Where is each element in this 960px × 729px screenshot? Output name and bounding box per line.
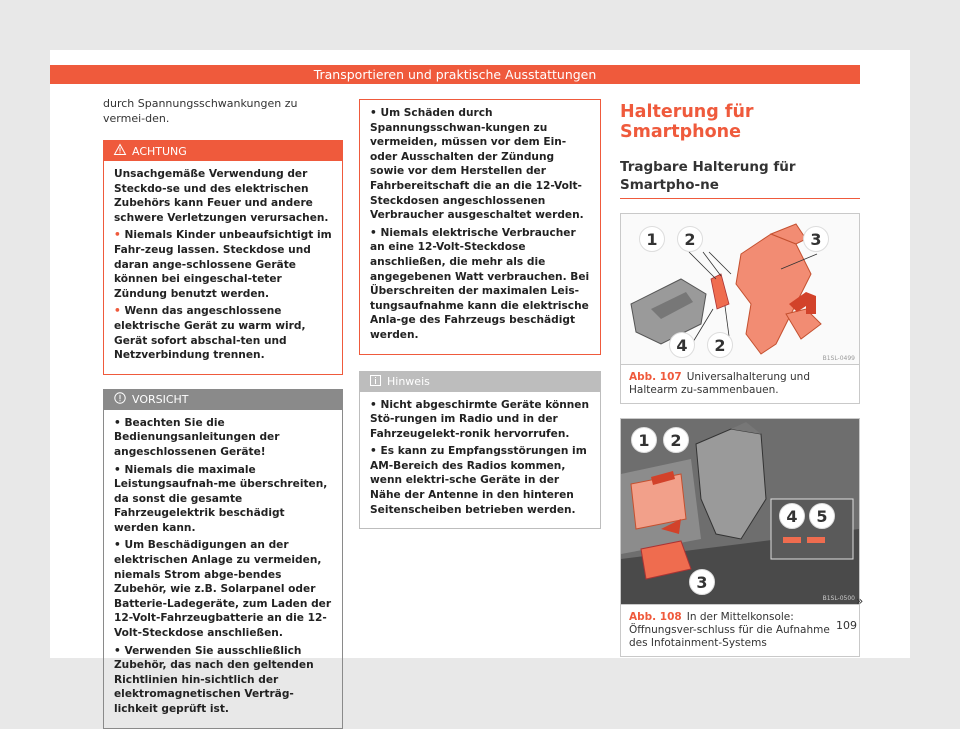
hinweis-bullet-1: • Nicht abgeschirmte Geräte können Stö-rungen im Radio und in der Fahrzeugelekt-ronik hervorrufen. xyxy=(370,398,590,442)
callout-4: 4 xyxy=(669,332,695,358)
vorsicht-bullet-4: • Verwenden Sie ausschließlich Zubehör, das nach den geltenden Richtlinien hin-sichtlich der elektromagnetischen Verträg-lichkeit geprüft ist. xyxy=(114,644,332,717)
intro-text: durch Spannungsschwankungen zu vermei-den. xyxy=(103,97,298,125)
callout-2: 2 xyxy=(677,226,703,252)
section-title: Halterung für Smartphone xyxy=(620,102,754,142)
hinweis-header xyxy=(360,372,600,392)
callout-1: 1 xyxy=(639,226,665,252)
achtung-header xyxy=(104,141,342,161)
callout-2: 2 xyxy=(663,427,689,453)
vorsicht-bullet-3: • Um Beschädigungen an der elektrischen Anlage zu vermeiden, niemals Strom abge-bendes Zubehör, wie z.B. Solarpanel oder Batterie-Ladegeräte, zum Laden der 12-Volt-Fahrzeugbatterie an die 12-Volt-Steckdose anschließen. xyxy=(114,538,332,640)
figure-108-image xyxy=(621,419,859,604)
achtung-continued-box xyxy=(359,99,601,355)
info-icon xyxy=(370,375,381,389)
page-header: Transportieren und praktische Ausstattungen xyxy=(50,65,860,84)
figure-107-caption-text: Universalhalterung und Haltearm zu-sammenbauen. xyxy=(629,371,810,396)
warning-icon xyxy=(114,144,126,158)
achtung-bullet-2: • Wenn das angeschlossene elektrische Gerät zu warm wird, Gerät sofort abschal-ten und Netzverbindung trennen. xyxy=(114,304,332,362)
figure-108-label: Abb. 108 xyxy=(629,611,682,623)
page-number: 109 xyxy=(836,619,857,632)
callout-2-lower: 2 xyxy=(707,332,733,358)
figure-code: B1SL-0499 xyxy=(822,355,855,362)
vorsicht-title: VORSICHT xyxy=(132,393,189,407)
hinweis-title: Hinweis xyxy=(387,375,430,388)
figure-107 xyxy=(620,213,860,404)
continue-mark: » xyxy=(856,594,864,608)
figure-code: B1SL-0500 xyxy=(822,595,855,602)
achtung-box xyxy=(103,140,343,375)
column-3 xyxy=(620,96,860,657)
achtung-body xyxy=(104,161,342,374)
achtung-continued-body xyxy=(360,100,600,354)
figure-107-label: Abb. 107 xyxy=(629,371,682,383)
callout-3: 3 xyxy=(689,569,715,595)
column-2 xyxy=(359,99,601,529)
subsection-title: Tragbare Halterung für Smartpho-ne xyxy=(620,158,860,199)
hinweis-bullet-2: • Es kann zu Empfangsstörungen im AM-Bereich des Radios kommen, wenn elektri-sche Geräte in der Nähe der Antenne in den hinteren Seitenscheiben betrieben werden. xyxy=(370,444,590,517)
figure-108-caption-text: In der Mittelkonsole: Öffnungsver-schluss für die Aufnahme des Infotainment-Systems xyxy=(629,611,830,649)
vorsicht-bullet-2: • Niemals die maximale Leistungsaufnah-me überschreiten, da sonst die gesamte Fahrzeugelektrik beschädigt werden kann. xyxy=(114,463,332,536)
hinweis-body xyxy=(360,392,600,529)
figure-108-caption xyxy=(621,604,859,656)
continued-bullet-2: • Niemals elektrische Verbraucher an eine 12-Volt-Steckdose anschließen, die mehr als die angegebenen Watt verbrauchen. Bei Überschreiten der maximalen Leis-tungsaufnahme kann die elektrische Anla-ge des Fahrzeugs beschädigt werden. xyxy=(370,226,590,343)
callout-3: 3 xyxy=(803,226,829,252)
achtung-bullet-1: • Niemals Kinder unbeaufsichtigt im Fahr-zeug lassen. Steckdose und daran ange-schlossene Geräte können bei eingeschal-teter Zündung benutzt werden. xyxy=(114,228,332,301)
vorsicht-body xyxy=(104,410,342,728)
vorsicht-bullet-1: • Beachten Sie die Bedienungsanleitungen der angeschlossenen Geräte! xyxy=(114,416,332,460)
figure-107-image xyxy=(621,214,859,364)
caution-icon xyxy=(114,392,126,407)
callout-1: 1 xyxy=(631,427,657,453)
figure-108 xyxy=(620,418,860,657)
vorsicht-box xyxy=(103,389,343,729)
column-1 xyxy=(103,96,343,729)
achtung-title: ACHTUNG xyxy=(132,144,187,158)
vorsicht-header xyxy=(104,390,342,410)
achtung-paragraph: Unsachgemäße Verwendung der Steckdo-se und des elektrischen Zubehörs kann Feuer und andere schwere Verletzungen verursachen. xyxy=(114,168,329,224)
callout-5: 5 xyxy=(809,503,835,529)
callout-4: 4 xyxy=(779,503,805,529)
figure-107-caption xyxy=(621,364,859,403)
hinweis-box xyxy=(359,371,601,530)
continued-bullet-1: • Um Schäden durch Spannungsschwan-kungen zu vermeiden, müssen vor dem Ein- oder Ausschalten der Zündung sowie vor dem Herstellen der Fahrbereitschaft die an die 12-Volt-Steckdosen angeschlossenen Verbraucher ausgeschaltet werden. xyxy=(370,106,590,223)
